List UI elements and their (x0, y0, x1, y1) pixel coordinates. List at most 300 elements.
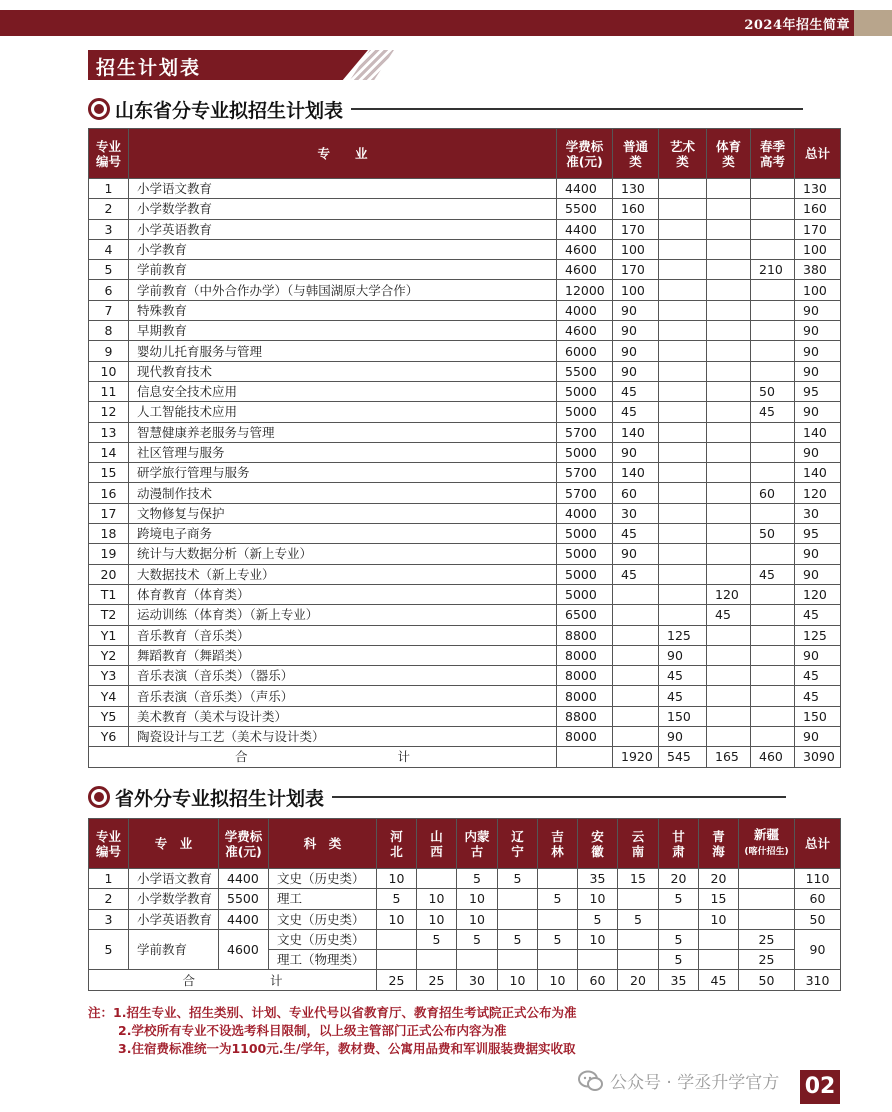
table1-cell (751, 239, 795, 259)
table1-cell: 婴幼儿托育服务与管理 (129, 341, 557, 361)
table1-cell: 5 (89, 260, 129, 280)
table2-cell: 5 (457, 929, 498, 949)
total-label (89, 747, 557, 767)
table1-cell (707, 524, 751, 544)
table1-cell: 8 (89, 321, 129, 341)
table1-cell: 4400 (557, 179, 613, 199)
table2-total-row (89, 970, 841, 990)
table2-header-cell: 专业 编号 (89, 819, 129, 869)
table2-cell: 15 (618, 869, 659, 889)
table1-cell: 8800 (557, 706, 613, 726)
table1-cell (659, 239, 707, 259)
table1-cell: 信息安全技术应用 (129, 381, 557, 401)
table1-cell: 90 (613, 361, 659, 381)
table1-cell: 4400 (557, 219, 613, 239)
table1-cell: 120 (795, 483, 841, 503)
table1-cell: 90 (659, 727, 707, 747)
table1-cell: 100 (613, 280, 659, 300)
table2-cell: 10 (417, 889, 457, 909)
table2-cell (578, 950, 618, 970)
table1-cell: Y6 (89, 727, 129, 747)
table2-cell (538, 869, 578, 889)
table2-cell: 文史（历史类） (269, 869, 377, 889)
table2-cell (417, 869, 457, 889)
table2-total-cell: 35 (659, 970, 699, 990)
table1-cell: 45 (659, 686, 707, 706)
table2-cell: 10 (578, 889, 618, 909)
table1-cell: 100 (613, 239, 659, 259)
table1-cell: 4000 (557, 300, 613, 320)
table1-cell (707, 361, 751, 381)
table1-cell: 11 (89, 381, 129, 401)
table1-cell: 45 (795, 686, 841, 706)
table1-cell: 45 (751, 564, 795, 584)
table1-cell (659, 584, 707, 604)
table1-cell: 100 (795, 280, 841, 300)
page-number: 02 (800, 1070, 840, 1104)
table1-cell: 210 (751, 260, 795, 280)
table1-cell (751, 179, 795, 199)
table-row (89, 280, 841, 300)
table1-cell: 12000 (557, 280, 613, 300)
table1-cell: 150 (795, 706, 841, 726)
table-row (89, 727, 841, 747)
table1-cell (751, 219, 795, 239)
table1-cell: 30 (795, 503, 841, 523)
table1-total-cell: 165 (707, 747, 751, 767)
brochure-title: 2024年招生简章 (744, 18, 850, 33)
table1-cell: Y1 (89, 625, 129, 645)
table1-cell: 140 (795, 463, 841, 483)
table1-cell: 50 (751, 381, 795, 401)
table2-total-cell: 25 (377, 970, 417, 990)
table1-cell: 17 (89, 503, 129, 523)
table1-cell: 15 (89, 463, 129, 483)
table1-cell: 7 (89, 300, 129, 320)
table1-cell: 运动训练（体育类）（新上专业） (129, 605, 557, 625)
table1-cell: 音乐教育（音乐类） (129, 625, 557, 645)
table1-cell: 跨境电子商务 (129, 524, 557, 544)
table1-cell (751, 706, 795, 726)
table1-cell: 音乐表演（音乐类）（器乐） (129, 666, 557, 686)
table2-cell (538, 909, 578, 929)
table1-cell: 5500 (557, 361, 613, 381)
table1-cell (613, 584, 659, 604)
table1-cell: 体育教育（体育类） (129, 584, 557, 604)
table1-cell (659, 321, 707, 341)
table2-title: 省外分专业拟招生计划表 (115, 787, 325, 810)
table-row (89, 219, 841, 239)
table1-cell (659, 544, 707, 564)
table2-cell: 5 (89, 929, 129, 970)
table1-cell: 45 (613, 402, 659, 422)
table1-cell (707, 666, 751, 686)
table1-cell (659, 524, 707, 544)
table1-cell (707, 422, 751, 442)
table2-header-xinjiang: 新疆 (753, 827, 779, 842)
table1-title: 山东省分专业拟招生计划表 (115, 99, 344, 122)
table2-header-cell: 河 北 (377, 819, 417, 869)
table2-cell (659, 909, 699, 929)
table1-cell (707, 463, 751, 483)
table1-cell: 小学数学教育 (129, 199, 557, 219)
table1-header-cell: 体育 类 (707, 129, 751, 179)
table1-cell (707, 300, 751, 320)
table1-cell: 20 (89, 564, 129, 584)
table1-cell (751, 199, 795, 219)
table2-header-cell: 安 徽 (578, 819, 618, 869)
table1-cell: 舞蹈教育（舞蹈类） (129, 645, 557, 665)
table-row (89, 361, 841, 381)
table1-cell: 160 (795, 199, 841, 219)
table-row (89, 666, 841, 686)
table2-header-cell: 总计 (795, 819, 841, 869)
table1-cell (751, 605, 795, 625)
table1-cell: 90 (613, 341, 659, 361)
table1-cell: 现代教育技术 (129, 361, 557, 381)
table1-cell: 90 (795, 564, 841, 584)
table2-header-cell: 科 类 (269, 819, 377, 869)
table1-total-cell: 460 (751, 747, 795, 767)
wechat-official-account-icon (578, 1070, 604, 1092)
out-of-province-plan-table (88, 818, 841, 991)
table2-total-cell: 50 (739, 970, 795, 990)
table1-cell (751, 280, 795, 300)
table2-cell: 理工（物理类） (269, 950, 377, 970)
table1-header-cell: 艺术 类 (659, 129, 707, 179)
table1-cell: 95 (795, 524, 841, 544)
table2-cell (699, 929, 739, 949)
table1-cell (707, 341, 751, 361)
title-rule (351, 108, 803, 110)
table1-cell: 170 (613, 219, 659, 239)
table1-cell (659, 422, 707, 442)
table1-cell: 社区管理与服务 (129, 442, 557, 462)
table2-cell (417, 950, 457, 970)
table1-cell (751, 645, 795, 665)
table-row (89, 422, 841, 442)
table1-cell: 30 (613, 503, 659, 523)
table1-header-cell: 专 业 (129, 129, 557, 179)
table1-cell: 90 (795, 341, 841, 361)
table1-cell: 6000 (557, 341, 613, 361)
table2-header-cell: 山 西 (417, 819, 457, 869)
table-row (89, 645, 841, 665)
table1-cell (613, 625, 659, 645)
table1-cell: 大数据技术（新上专业） (129, 564, 557, 584)
table2-cell: 小学数学教育 (129, 889, 219, 909)
notes (88, 1004, 576, 1058)
table-row (89, 929, 841, 949)
table1-cell: 学前教育 (129, 260, 557, 280)
table1-cell: 100 (795, 239, 841, 259)
table2-cell: 5 (457, 869, 498, 889)
table1-cell: 60 (613, 483, 659, 503)
table2-cell: 5 (659, 950, 699, 970)
table1-cell: 9 (89, 341, 129, 361)
shandong-plan-table (88, 128, 841, 768)
table2-total-cell: 10 (498, 970, 538, 990)
note-3: 3.住宿费标准统一为1100元.生/学年，教材费、公寓用品费和军训服装费据实收取 (118, 1041, 576, 1056)
table1-cell: 45 (795, 666, 841, 686)
table-row (89, 402, 841, 422)
table1-total-cell: 3090 (795, 747, 841, 767)
table1-cell: 动漫制作技术 (129, 483, 557, 503)
table1-cell (707, 706, 751, 726)
table-row (89, 706, 841, 726)
table-row (89, 179, 841, 199)
table2-cell: 小学语文教育 (129, 869, 219, 889)
table1-cell: 90 (795, 645, 841, 665)
total-label-2: 计 (270, 972, 283, 988)
table1-cell: 125 (659, 625, 707, 645)
table1-cell: 380 (795, 260, 841, 280)
table2-header-cell: 甘 肃 (659, 819, 699, 869)
table1-cell: 120 (707, 584, 751, 604)
table-row (89, 341, 841, 361)
table1-cell: 90 (795, 402, 841, 422)
table1-cell (659, 280, 707, 300)
table1-cell: 5700 (557, 422, 613, 442)
table1-cell (613, 686, 659, 706)
table-row (89, 625, 841, 645)
table1-cell: Y4 (89, 686, 129, 706)
table2-cell (498, 909, 538, 929)
table1-cell: 2 (89, 199, 129, 219)
table1-cell: 130 (795, 179, 841, 199)
table1-cell: 5000 (557, 564, 613, 584)
section-header (88, 50, 394, 80)
table1-cell (659, 483, 707, 503)
table2-cell: 50 (795, 909, 841, 929)
table1-cell: 4000 (557, 503, 613, 523)
table1-cell (613, 605, 659, 625)
table2-header-cell: 内蒙 古 (457, 819, 498, 869)
total-label-2: 计 (397, 749, 411, 765)
table1-cell: 研学旅行管理与服务 (129, 463, 557, 483)
table2-heading (88, 784, 786, 810)
table1-header-cell: 普通 类 (613, 129, 659, 179)
table2-cell: 10 (457, 889, 498, 909)
table1-cell: 90 (795, 544, 841, 564)
table-row (89, 524, 841, 544)
bullet-ring-icon (88, 98, 110, 120)
table2-cell (739, 869, 795, 889)
table1-cell: 人工智能技术应用 (129, 402, 557, 422)
table2-cell: 文史（历史类） (269, 929, 377, 949)
table2-cell (739, 909, 795, 929)
table1-cell: 45 (751, 402, 795, 422)
table1-cell: 14 (89, 442, 129, 462)
title-rule (332, 796, 786, 798)
table2-header-cell: 吉 林 (538, 819, 578, 869)
table2-cell: 25 (739, 929, 795, 949)
table1-cell: 90 (659, 645, 707, 665)
table2-cell: 10 (417, 909, 457, 929)
table1-cell (659, 503, 707, 523)
table1-cell: 3 (89, 219, 129, 239)
table1-cell: 140 (795, 422, 841, 442)
table1-cell (751, 463, 795, 483)
table2-total-cell: 310 (795, 970, 841, 990)
table1-cell: 早期教育 (129, 321, 557, 341)
table2-cell: 3 (89, 909, 129, 929)
table1-cell: 6500 (557, 605, 613, 625)
table2-cell: 20 (699, 869, 739, 889)
table1-cell: 5500 (557, 199, 613, 219)
table1-cell (659, 219, 707, 239)
table2-cell: 5 (538, 889, 578, 909)
table2-cell: 5 (578, 909, 618, 929)
table1-cell: 1 (89, 179, 129, 199)
total-label-1: 合 (234, 749, 248, 765)
table2-cell: 1 (89, 869, 129, 889)
table2-cell: 10 (578, 929, 618, 949)
table1-cell (613, 706, 659, 726)
table1-cell (707, 544, 751, 564)
table1-cell (707, 260, 751, 280)
table1-cell: 130 (613, 179, 659, 199)
table1-cell (659, 179, 707, 199)
table1-cell: 文物修复与保护 (129, 503, 557, 523)
table-row (89, 381, 841, 401)
table1-cell: 8000 (557, 666, 613, 686)
table1-cell: 5000 (557, 442, 613, 462)
table1-cell: 12 (89, 402, 129, 422)
table2-total-cell: 10 (538, 970, 578, 990)
table1-cell (751, 625, 795, 645)
table1-cell (751, 300, 795, 320)
table1-cell: 统计与大数据分析（新上专业） (129, 544, 557, 564)
table1-cell (659, 564, 707, 584)
table1-cell: 智慧健康养老服务与管理 (129, 422, 557, 442)
table1-cell: 95 (795, 381, 841, 401)
table2-cell: 35 (578, 869, 618, 889)
table1-cell: 学前教育（中外合作办学）（与韩国湖原大学合作） (129, 280, 557, 300)
table2-header-cell: 云 南 (618, 819, 659, 869)
watermark (578, 1068, 779, 1093)
table2-cell (538, 950, 578, 970)
banner-corner-ornament (854, 10, 892, 36)
total-label-1: 合 (182, 972, 195, 988)
table1-cell (707, 483, 751, 503)
table-row (89, 544, 841, 564)
table1-cell (707, 219, 751, 239)
table2-cell: 5 (618, 909, 659, 929)
table1-cell: 4600 (557, 239, 613, 259)
table2-total-cell: 25 (417, 970, 457, 990)
table1-cell: 19 (89, 544, 129, 564)
table2-cell: 学前教育 (129, 929, 219, 970)
table1-cell: 170 (613, 260, 659, 280)
table1-cell: 18 (89, 524, 129, 544)
table1-cell: 90 (613, 442, 659, 462)
table1-cell: 5700 (557, 463, 613, 483)
table2-cell: 110 (795, 869, 841, 889)
table1-cell: 160 (613, 199, 659, 219)
note-2: 2.学校所有专业不设选考科目限制，以上级主管部门正式公布内容为准 (118, 1023, 507, 1038)
total-label (89, 970, 377, 990)
table1-cell (751, 584, 795, 604)
table2-cell: 2 (89, 889, 129, 909)
table-row (89, 483, 841, 503)
table1-cell: 45 (613, 564, 659, 584)
table2-cell: 10 (699, 909, 739, 929)
table1-cell: 8800 (557, 625, 613, 645)
table1-cell: 90 (795, 727, 841, 747)
table1-cell: 10 (89, 361, 129, 381)
table1-header-cell: 总计 (795, 129, 841, 179)
table2-cell: 10 (377, 909, 417, 929)
table1-heading (88, 96, 803, 122)
table1-cell (707, 402, 751, 422)
note-1: 注：1.招生专业、招生类别、计划、专业代号以省教育厅、教育招生考试院正式公布为准 (88, 1005, 577, 1020)
table-row (89, 869, 841, 889)
table1-cell: 音乐表演（音乐类）（声乐） (129, 686, 557, 706)
table1-cell (659, 402, 707, 422)
table2-total-cell: 20 (618, 970, 659, 990)
table2-cell: 文史（历史类） (269, 909, 377, 929)
table2-cell: 25 (739, 950, 795, 970)
table-row (89, 889, 841, 909)
table1-cell (707, 686, 751, 706)
table2-cell: 5 (377, 889, 417, 909)
table2-cell: 5 (498, 929, 538, 949)
table1-cell: 90 (613, 544, 659, 564)
table1-cell (751, 727, 795, 747)
table1-cell: 小学教育 (129, 239, 557, 259)
table2-cell: 60 (795, 889, 841, 909)
table2-cell: 10 (457, 909, 498, 929)
table1-cell: 140 (613, 422, 659, 442)
table1-cell (659, 463, 707, 483)
table2-cell: 5 (659, 889, 699, 909)
table1-cell: 90 (795, 361, 841, 381)
table2-cell: 5 (498, 869, 538, 889)
table1-cell: Y2 (89, 645, 129, 665)
table2-cell (377, 929, 417, 949)
table1-cell: 4600 (557, 321, 613, 341)
table1-cell (707, 199, 751, 219)
table1-cell (613, 727, 659, 747)
table1-cell (659, 605, 707, 625)
table1-cell: 120 (795, 584, 841, 604)
table1-cell (613, 666, 659, 686)
table2-cell: 4600 (219, 929, 269, 970)
table1-cell: 90 (613, 300, 659, 320)
table2-header-cell (739, 819, 795, 869)
table1-cell: T2 (89, 605, 129, 625)
table-row (89, 239, 841, 259)
table1-cell (659, 381, 707, 401)
table-row (89, 686, 841, 706)
table1-total-row (89, 747, 841, 767)
table1-cell (707, 239, 751, 259)
table1-cell: 45 (613, 381, 659, 401)
table-row (89, 463, 841, 483)
table2-total-cell: 30 (457, 970, 498, 990)
table1-cell: 170 (795, 219, 841, 239)
table1-cell: 5000 (557, 524, 613, 544)
table1-cell: 5000 (557, 584, 613, 604)
table-row (89, 199, 841, 219)
table1-cell (707, 280, 751, 300)
table2-header-cell: 学费标 准(元) (219, 819, 269, 869)
table2-cell: 5 (417, 929, 457, 949)
table1-cell (707, 321, 751, 341)
table-row (89, 564, 841, 584)
table2-header-cell: 辽 宁 (498, 819, 538, 869)
